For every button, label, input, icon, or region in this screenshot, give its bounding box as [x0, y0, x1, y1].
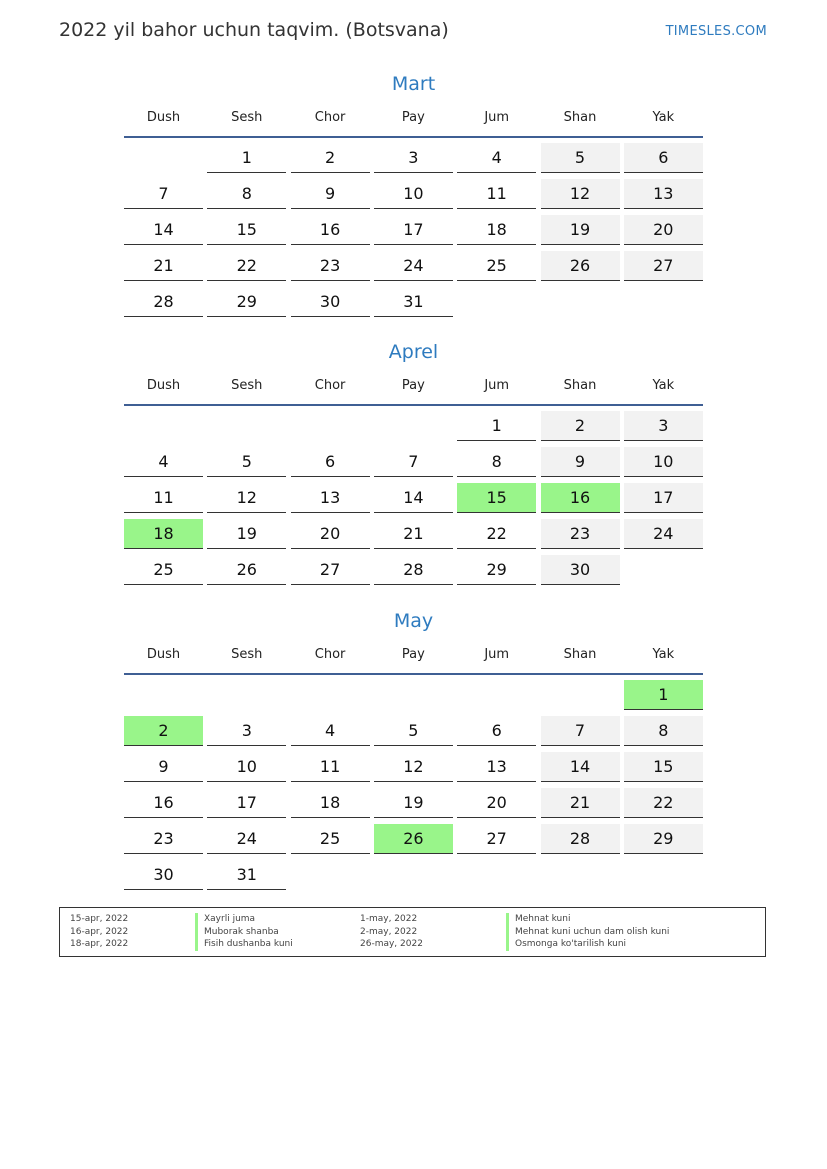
- weekday-label: Yak: [652, 378, 675, 393]
- day-cell: 31: [207, 860, 286, 890]
- day-cell: 1: [457, 411, 536, 441]
- holiday-day-cell: 16: [541, 483, 620, 513]
- day-cell: 23: [291, 251, 370, 281]
- day-cell: 29: [457, 555, 536, 585]
- weekday-label: Shan: [563, 378, 597, 393]
- page-title: 2022 yil bahor uchun taqvim. (Botsvana): [59, 19, 449, 41]
- day-cell: 11: [124, 483, 203, 513]
- day-cell: 12: [541, 179, 620, 209]
- holiday-day-cell: 2: [124, 716, 203, 746]
- day-cell: 9: [541, 447, 620, 477]
- holiday-day-cell: 1: [624, 680, 703, 710]
- month-title: Mart: [391, 73, 436, 95]
- month-title: Aprel: [388, 341, 439, 363]
- day-cell: 7: [374, 447, 453, 477]
- day-cell: 27: [291, 555, 370, 585]
- holiday-day-cell: 18: [124, 519, 203, 549]
- weekday-label: Sesh: [231, 378, 263, 393]
- day-cell: 22: [457, 519, 536, 549]
- day-cell: 9: [291, 179, 370, 209]
- day-cell: 28: [124, 287, 203, 317]
- day-cell: 11: [291, 752, 370, 782]
- day-cell: 8: [624, 716, 703, 746]
- day-cell: 20: [291, 519, 370, 549]
- legend-date: 18-apr, 2022: [70, 939, 129, 949]
- day-cell: 14: [541, 752, 620, 782]
- legend-date: 2-may, 2022: [360, 926, 418, 937]
- day-cell: 15: [624, 752, 703, 782]
- day-cell: 28: [541, 824, 620, 854]
- day-cell: 23: [124, 824, 203, 854]
- day-cell: 14: [374, 483, 453, 513]
- legend-date: 15-apr, 2022: [70, 914, 129, 924]
- day-cell: 29: [207, 287, 286, 317]
- day-cell: 12: [374, 752, 453, 782]
- day-cell: 26: [541, 251, 620, 281]
- day-cell: 24: [207, 824, 286, 854]
- day-cell: 3: [207, 716, 286, 746]
- weekday-label: Dush: [146, 378, 181, 393]
- day-cell: 8: [457, 447, 536, 477]
- day-cell: 19: [374, 788, 453, 818]
- day-cell: 20: [624, 215, 703, 245]
- day-cell: 25: [124, 555, 203, 585]
- weekday-label: Chor: [314, 378, 346, 393]
- day-cell: 17: [374, 215, 453, 245]
- legend-holiday-name: Osmonga ko'tarilish kuni: [506, 938, 626, 951]
- weekday-label: Jum: [484, 110, 510, 125]
- legend-date: 16-apr, 2022: [70, 926, 129, 937]
- weekday-label: Yak: [652, 647, 675, 662]
- weekday-label: Dush: [146, 110, 181, 125]
- day-cell: 8: [207, 179, 286, 209]
- legend-holiday-name: Muborak shanba: [195, 926, 279, 939]
- legend-holiday-name: Mehnat kuni: [506, 913, 570, 926]
- day-cell: 14: [124, 215, 203, 245]
- day-cell: 27: [624, 251, 703, 281]
- legend-holiday-name: Fisih dushanba kuni: [195, 938, 293, 951]
- day-cell: 16: [291, 215, 370, 245]
- day-cell: 9: [124, 752, 203, 782]
- legend-date: 1-may, 2022: [360, 914, 418, 924]
- day-cell: 15: [207, 215, 286, 245]
- day-cell: 3: [624, 411, 703, 441]
- day-cell: 21: [374, 519, 453, 549]
- day-cell: 5: [207, 447, 286, 477]
- weekday-label: Shan: [563, 110, 597, 125]
- day-cell: 25: [457, 251, 536, 281]
- day-cell: 13: [291, 483, 370, 513]
- day-cell: 31: [374, 287, 453, 317]
- day-cell: 24: [624, 519, 703, 549]
- day-cell: 27: [457, 824, 536, 854]
- weekday-label: Dush: [146, 647, 181, 662]
- weekday-label: Pay: [401, 378, 425, 393]
- day-cell: 17: [624, 483, 703, 513]
- day-cell: 19: [541, 215, 620, 245]
- day-cell: 7: [124, 179, 203, 209]
- day-cell: 6: [457, 716, 536, 746]
- day-cell: 30: [291, 287, 370, 317]
- weekday-label: Shan: [563, 647, 597, 662]
- legend-date: 26-may, 2022: [360, 939, 423, 949]
- day-cell: 7: [541, 716, 620, 746]
- weekday-label: Jum: [484, 378, 510, 393]
- legend-holiday-name: Mehnat kuni uchun dam olish kuni: [506, 926, 669, 939]
- month-block: [124, 70, 703, 311]
- day-cell: 22: [207, 251, 286, 281]
- day-cell: 24: [374, 251, 453, 281]
- day-cell: 13: [457, 752, 536, 782]
- month-block: [124, 338, 703, 579]
- weekday-label: Sesh: [231, 647, 263, 662]
- day-cell: 3: [374, 143, 453, 173]
- day-cell: 12: [207, 483, 286, 513]
- weekday-label: Yak: [652, 110, 675, 125]
- weekday-header: [124, 366, 703, 406]
- day-cell: 26: [207, 555, 286, 585]
- day-cell: 30: [541, 555, 620, 585]
- weekday-label: Pay: [401, 647, 425, 662]
- legend-holiday-name: Xayrli juma: [195, 913, 255, 926]
- day-cell: 6: [624, 143, 703, 173]
- day-cell: 30: [124, 860, 203, 890]
- day-cell: 2: [291, 143, 370, 173]
- day-cell: 21: [124, 251, 203, 281]
- day-cell: 20: [457, 788, 536, 818]
- day-cell: 11: [457, 179, 536, 209]
- day-cell: 5: [541, 143, 620, 173]
- day-cell: 5: [374, 716, 453, 746]
- day-cell: 10: [374, 179, 453, 209]
- day-cell: 1: [207, 143, 286, 173]
- month-block: [124, 607, 703, 884]
- weekday-header: [124, 98, 703, 138]
- weekday-label: Chor: [314, 647, 346, 662]
- holiday-legend: [59, 907, 766, 957]
- day-cell: 19: [207, 519, 286, 549]
- day-cell: 10: [624, 447, 703, 477]
- day-cell: 21: [541, 788, 620, 818]
- day-cell: 2: [541, 411, 620, 441]
- day-cell: 28: [374, 555, 453, 585]
- day-cell: 6: [291, 447, 370, 477]
- day-cell: 25: [291, 824, 370, 854]
- day-cell: 17: [207, 788, 286, 818]
- site-link[interactable]: TIMESLES.COM: [665, 24, 767, 39]
- day-cell: 16: [124, 788, 203, 818]
- day-cell: 22: [624, 788, 703, 818]
- weekday-label: Jum: [484, 647, 510, 662]
- holiday-day-cell: 26: [374, 824, 453, 854]
- weekday-header: [124, 635, 703, 675]
- month-title: May: [393, 610, 434, 632]
- weekday-label: Pay: [401, 110, 425, 125]
- day-cell: 18: [291, 788, 370, 818]
- weekday-label: Sesh: [231, 110, 263, 125]
- day-cell: 29: [624, 824, 703, 854]
- day-cell: 4: [291, 716, 370, 746]
- weekday-label: Chor: [314, 110, 346, 125]
- day-cell: 10: [207, 752, 286, 782]
- day-cell: 13: [624, 179, 703, 209]
- day-cell: 23: [541, 519, 620, 549]
- day-cell: 18: [457, 215, 536, 245]
- day-cell: 4: [457, 143, 536, 173]
- day-cell: 4: [124, 447, 203, 477]
- holiday-day-cell: 15: [457, 483, 536, 513]
